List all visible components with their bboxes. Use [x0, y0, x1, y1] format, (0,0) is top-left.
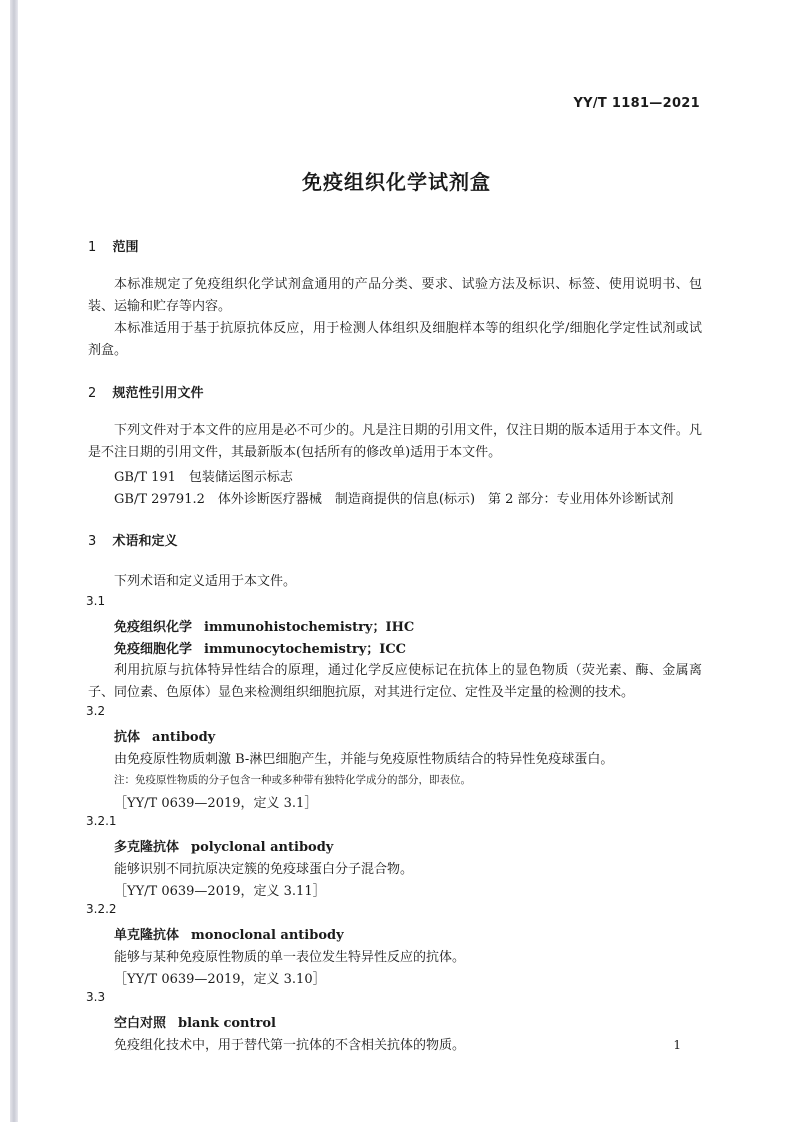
- term-chinese: 免疫组织化学: [114, 620, 193, 635]
- section-title: 规范性引用文件: [112, 386, 204, 401]
- section-1-paragraph-2: 本标准适用于基于抗原抗体反应，用于检测人体组织及细胞样本等的组织化学/细胞化学定性试剂或试剂盒。: [88, 321, 702, 358]
- term-3-2-1-name: [114, 836, 333, 855]
- section-number: 2: [88, 386, 97, 401]
- term-english: monoclonal antibody: [191, 928, 344, 943]
- term-3-2-1-source: ［YY/T 0639—2019，定义 3.11］: [114, 884, 326, 899]
- term-chinese: 多克隆抗体: [114, 840, 180, 855]
- term-3-2-name: [114, 726, 215, 745]
- term-number: 3.2.2: [86, 902, 117, 916]
- term-number: 3.1: [86, 594, 106, 608]
- term-english: antibody: [152, 730, 216, 745]
- term-number: 3.2: [86, 704, 106, 718]
- section-title: 术语和定义: [112, 534, 178, 549]
- section-3-intro: 下列术语和定义适用于本文件。: [114, 574, 297, 589]
- term-3-1-synonym: [114, 638, 406, 657]
- section-1-heading: [88, 236, 139, 255]
- term-chinese: 抗体: [114, 730, 141, 745]
- term-english: polyclonal antibody: [191, 840, 334, 855]
- page-number: 1: [673, 1038, 681, 1052]
- term-3-2-source: ［YY/T 0639—2019，定义 3.1］: [114, 796, 318, 811]
- term-3-3-name: [114, 1012, 276, 1031]
- section-number: 1: [88, 240, 97, 255]
- term-3-2-note: 注：免疫原性物质的分子包含一种或多种带有独特化学成分的部分，即表位。: [114, 774, 471, 786]
- section-3-heading: [88, 530, 178, 549]
- normative-reference-1: GB/T 191 包装储运图示标志: [114, 470, 293, 485]
- document-title: 免疫组织化学试剂盒: [302, 170, 491, 194]
- term-english: immunohistochemistry；IHC: [204, 620, 415, 635]
- term-3-2-2-name: [114, 924, 344, 943]
- section-2-heading: [88, 382, 204, 401]
- term-chinese: 空白对照: [114, 1016, 167, 1031]
- term-number: 3.2.1: [86, 814, 117, 828]
- term-3-2-2-source: ［YY/T 0639—2019，定义 3.10］: [114, 972, 326, 987]
- term-3-2-1-definition: 能够识别不同抗原决定簇的免疫球蛋白分子混合物。: [114, 862, 414, 877]
- term-chinese: 单克隆抗体: [114, 928, 180, 943]
- term-chinese: 免疫细胞化学: [114, 642, 193, 657]
- document-code: YY/T 1181—2021: [573, 96, 700, 111]
- term-3-2-2-definition: 能够与某种免疫原性物质的单一表位发生特异性反应的抗体。: [114, 950, 466, 965]
- normative-reference-2: GB/T 29791.2 体外诊断医疗器械 制造商提供的信息(标示) 第 2 部分：专业用体外诊断试剂: [114, 492, 674, 507]
- term-english: blank control: [178, 1016, 276, 1031]
- term-3-1-name: [114, 616, 414, 635]
- section-number: 3: [88, 534, 97, 549]
- term-3-3-definition: 免疫组化技术中，用于替代第一抗体的不含相关抗体的物质。: [114, 1038, 466, 1053]
- term-3-2-definition: 由免疫原性物质刺激 B-淋巴细胞产生，并能与免疫原性物质结合的特异性免疫球蛋白。: [114, 752, 614, 767]
- term-english: immunocytochemistry；ICC: [204, 642, 407, 657]
- section-title: 范围: [112, 240, 139, 255]
- term-3-1-definition: 利用抗原与抗体特异性结合的原理，通过化学反应使标记在抗体上的显色物质（荧光素、酶、金属离子、同位素、色原体）显色来检测组织细胞抗原，对其进行定位、定性及半定量的检测的技术。: [88, 663, 702, 700]
- term-number: 3.3: [86, 990, 106, 1004]
- section-1-paragraph-1: 本标准规定了免疫组织化学试剂盒通用的产品分类、要求、试验方法及标识、标签、使用说明书、包装、运输和贮存等内容。: [88, 277, 702, 314]
- section-2-paragraph-1: 下列文件对于本文件的应用是必不可少的。凡是注日期的引用文件，仅注日期的版本适用于本文件。凡是不注日期的引用文件，其最新版本(包括所有的修改单)适用于本文件。: [88, 423, 702, 460]
